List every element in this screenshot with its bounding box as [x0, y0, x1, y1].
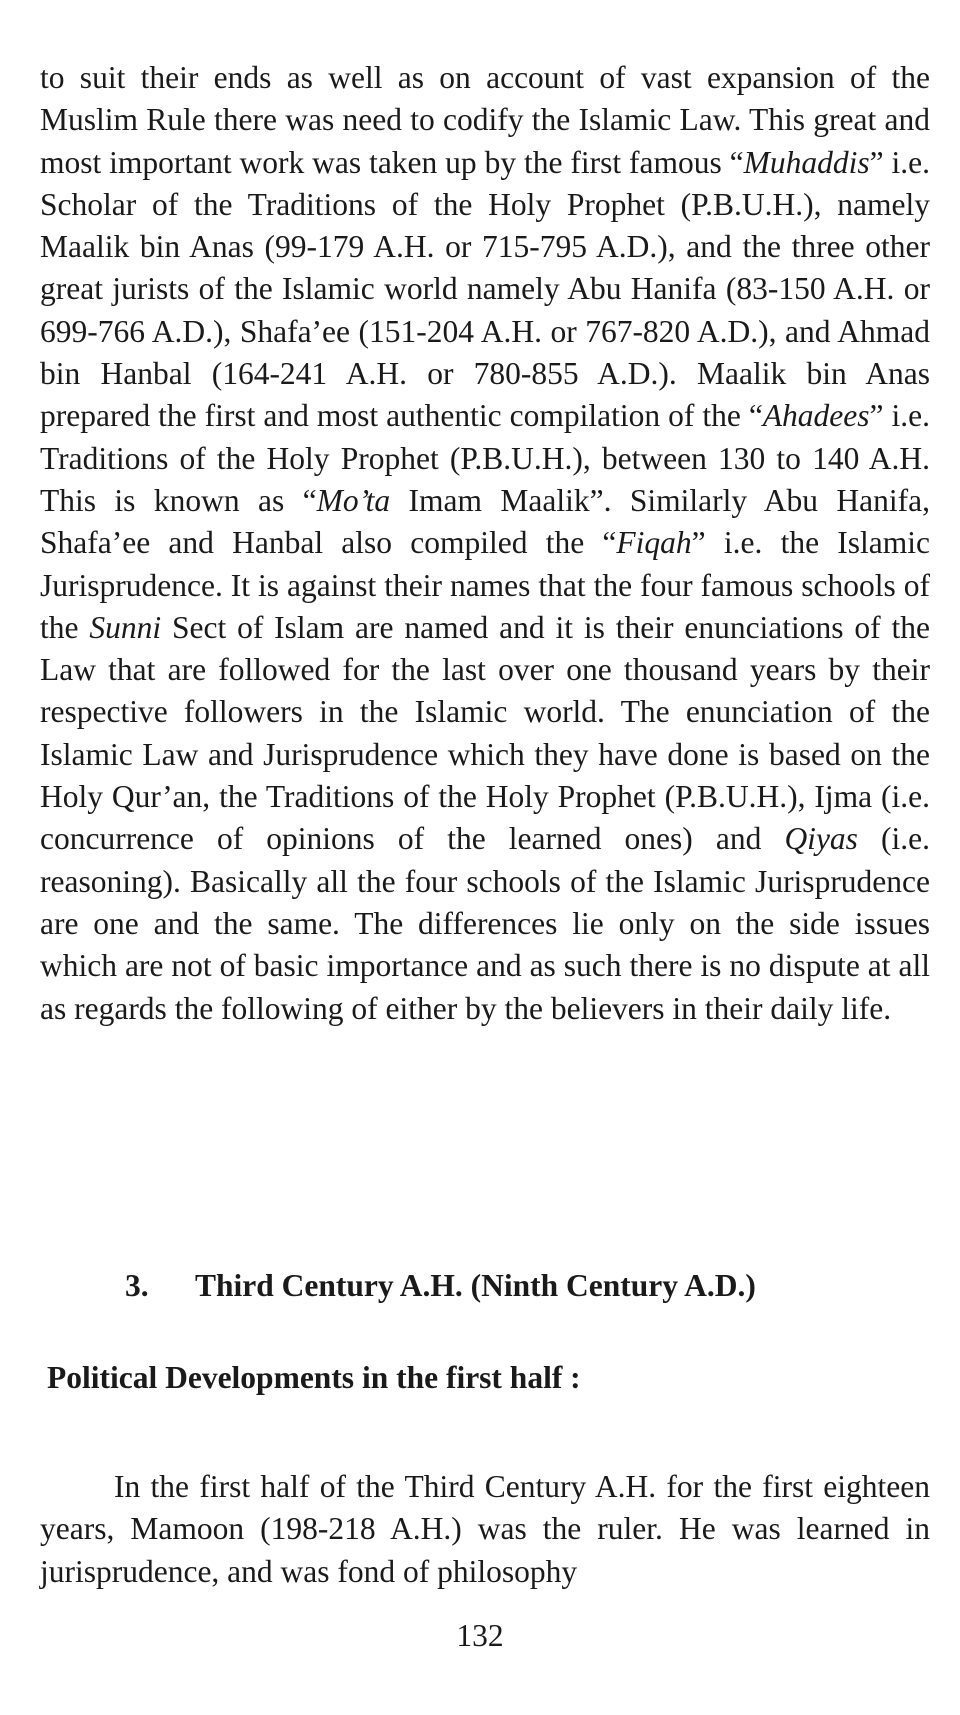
- paragraph-1-text: ” i.e. the Islamic Jurisprudence. It is against their names that the four famous schools of the: [40, 525, 930, 645]
- section-heading: [125, 1268, 756, 1304]
- term-fiqah: Fiqah: [616, 525, 692, 561]
- paragraph-1-text: to suit their ends as well as on account of vast expansion of the Muslim Rule there was need to codify the Islamic Law. This great and most important work was taken up by the first famous “: [40, 60, 930, 180]
- body-paragraph-1: [40, 57, 930, 1030]
- body-paragraph-2: In the first half of the Third Century A.H. for the first eighteen years, Mamoon (198-218 A.H.) was the ruler. He was learned in jurisprudence, and was fond of philosophy: [40, 1469, 930, 1589]
- section-title: Third Century A.H. (Ninth Century A.D.): [195, 1268, 756, 1303]
- sub-heading: Political Developments in the first half :: [47, 1360, 581, 1395]
- term-mota: Mo’ta: [316, 482, 391, 518]
- paragraph-1-text: (i.e. reasoning). Basically all the four schools of the Islamic Jurisprudence are one and the same. The differences lie only on the side issues which are not of basic importance and as such there is no dispute at all as regards the following of either by the believers in their daily life.: [40, 821, 930, 1026]
- term-qiyas: Qiyas: [784, 821, 858, 857]
- section-number: 3.: [125, 1268, 149, 1303]
- term-muhaddis: Muhaddis: [743, 144, 870, 180]
- term-sunni: Sunni: [89, 609, 162, 645]
- paragraph-1-text: ” i.e. Scholar of the Traditions of the Holy Prophet (P.B.U.H.), namely Maalik bin Anas (99-179 A.H. or 715-795 A.D.), and the three other great jurists of the Islamic world namely Abu Hanifa (83-150 A.H. or 699-766 A.D.), Shafa’ee (151-204 A.H. or 767-820 A.D.), and Ahmad bin Hanbal (164-241 A.H. or 780-855 A.D.). Maalik bin Anas prepared the first and most authentic compilation of the “: [40, 144, 930, 434]
- paragraph-1-text: Imam Maalik”. Similarly Abu Hanifa, Shafa’ee and Hanbal also compiled the “: [40, 482, 930, 561]
- paragraph-1-text: Sect of Islam are named and it is their enunciations of the Law that are followed for the last over one thousand years by their respective followers in the Islamic world. The enunciation of the Islamic Law and Jurisprudence which they have done is based on the Holy Qur’an, the Traditions of the Holy Prophet (P.B.U.H.), Ijma (i.e. concurrence of opinions of the learned ones) and: [40, 609, 931, 857]
- page-number: 132: [456, 1618, 504, 1653]
- term-ahadees: Ahadees: [762, 398, 870, 434]
- paragraph-1-text: ” i.e. Traditions of the Holy Prophet (P.B.U.H.), between 130 to 140 A.H. This is known as “: [40, 398, 931, 518]
